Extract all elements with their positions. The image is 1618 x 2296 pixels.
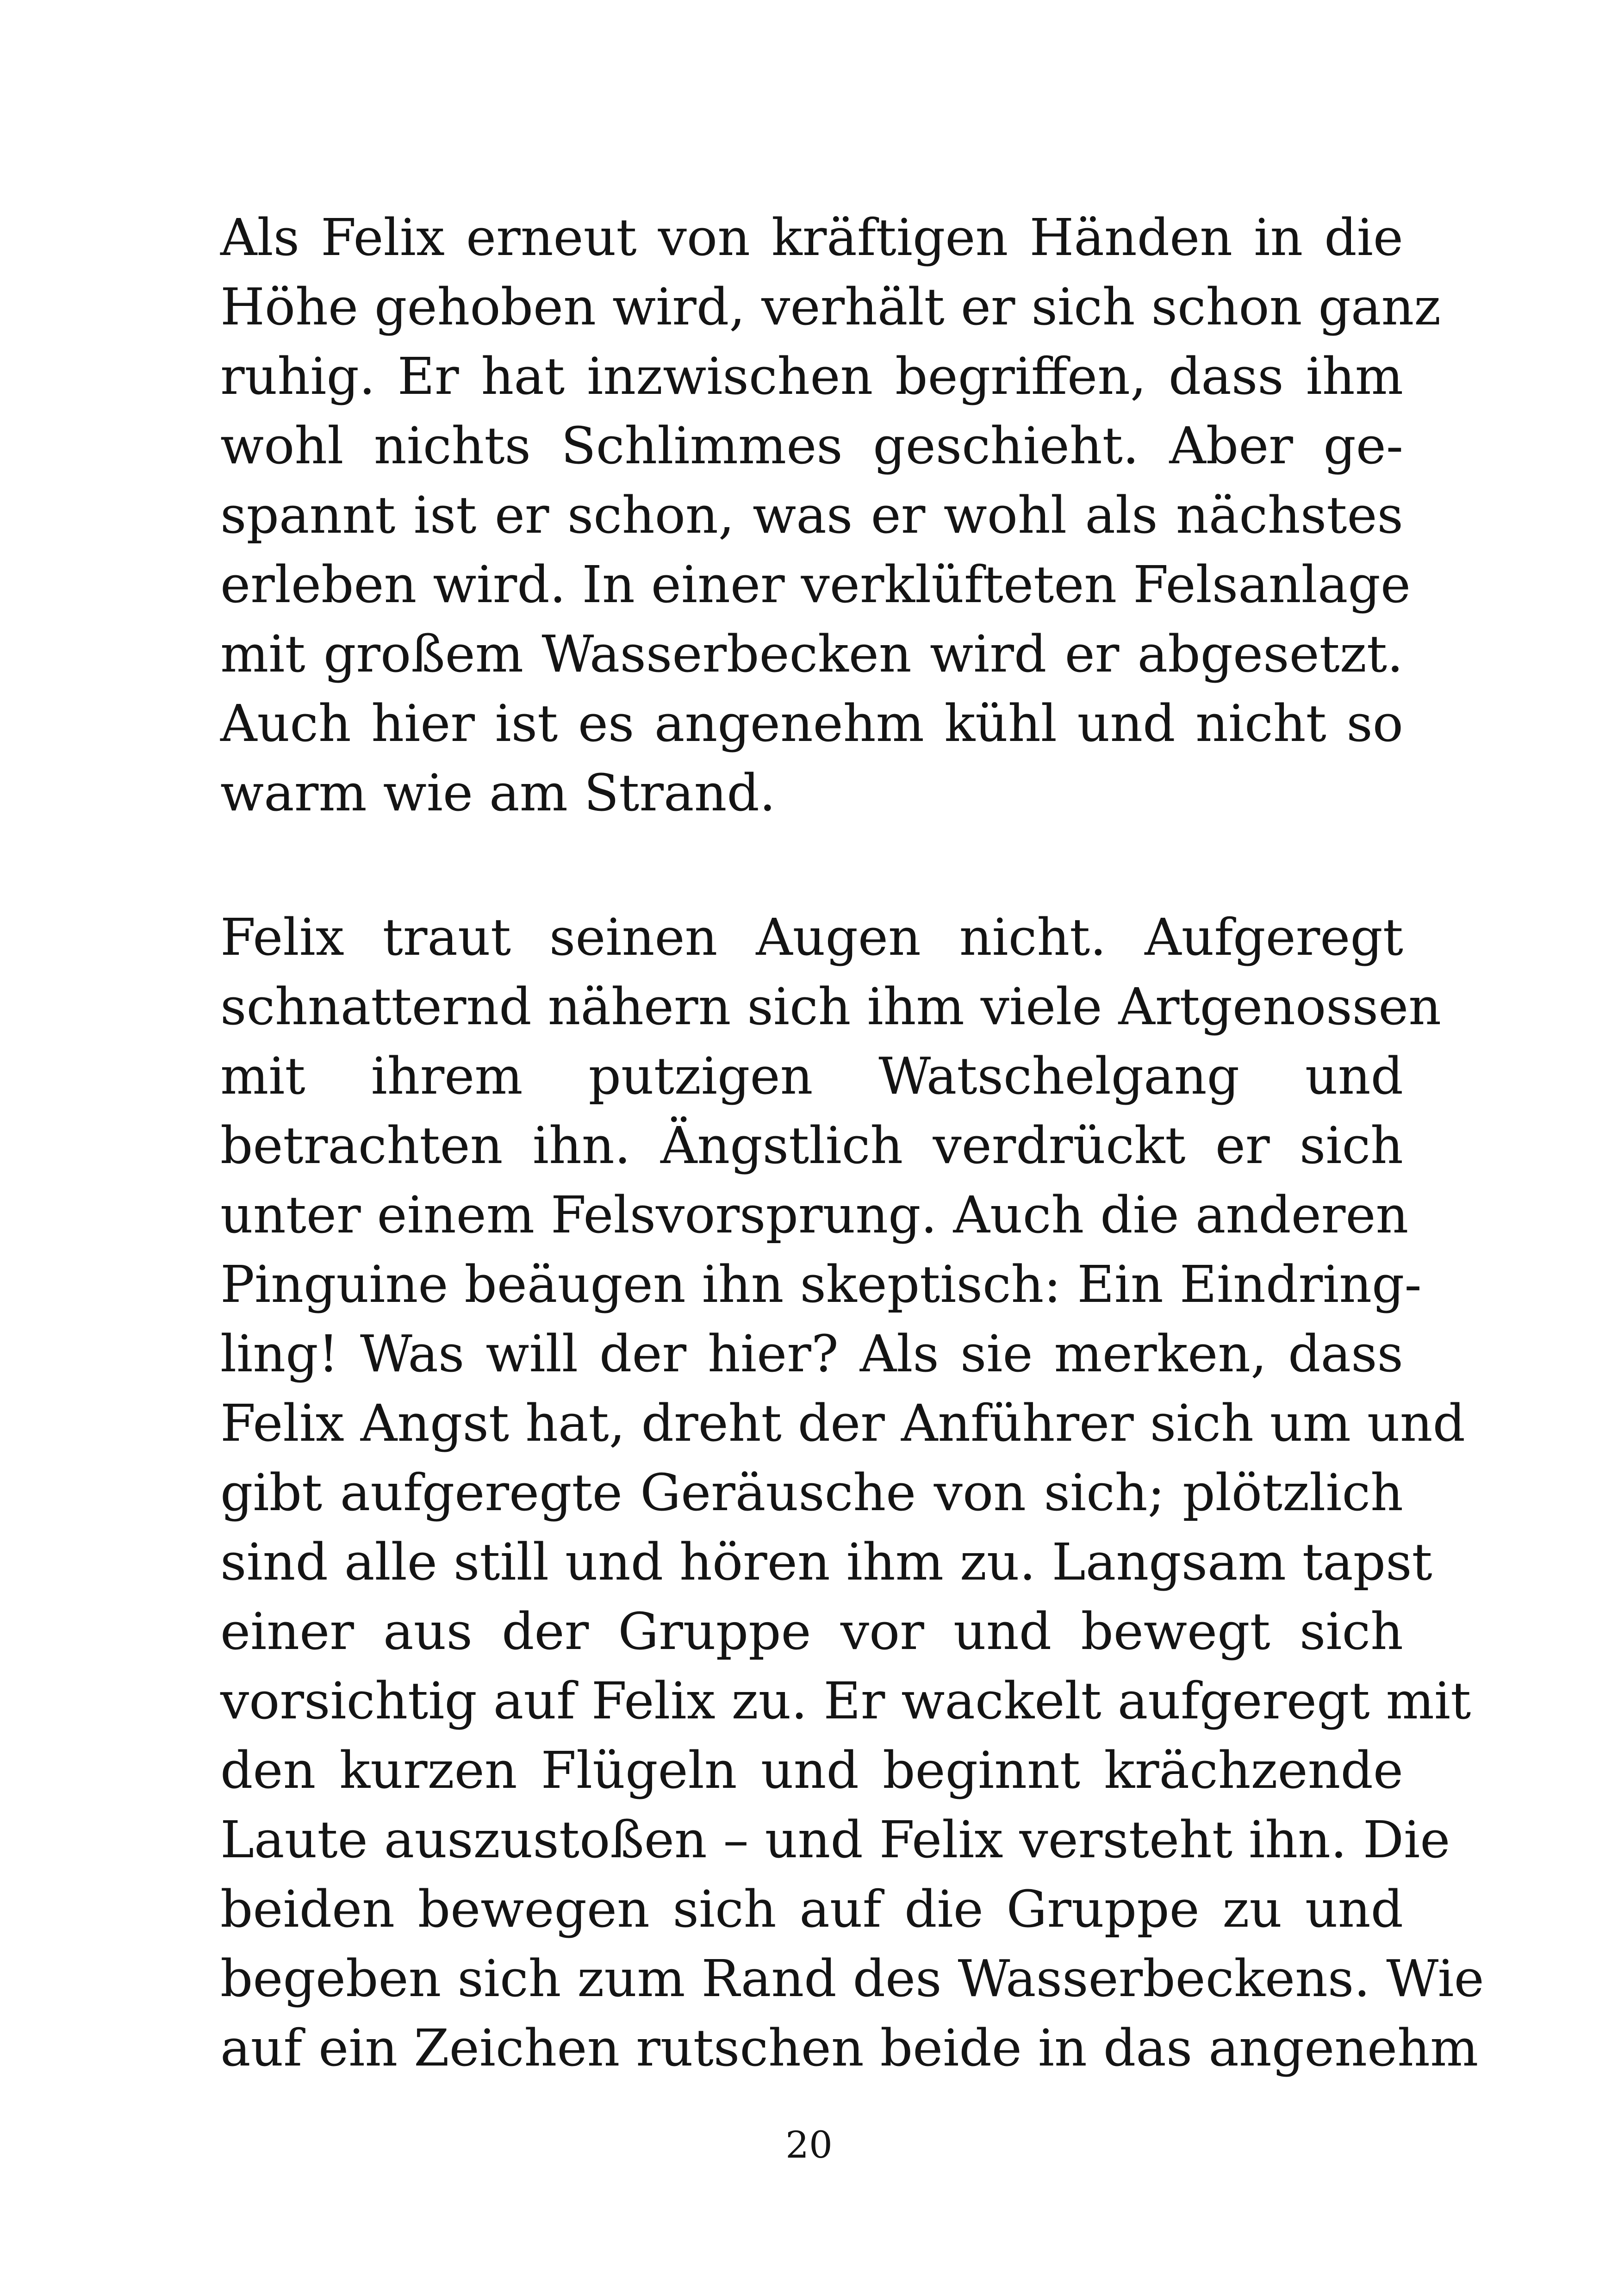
page-number: 20 [785,2123,833,2166]
text-line: mit großem Wasserbecken wird er abgesetzt. [220,624,1403,684]
text-line: Höhe gehoben wird, verhält er sich schon ganz [220,277,1441,336]
text-line: warm wie am Strand. [220,763,776,822]
text-line: Felix traut seinen Augen nicht. Aufgeregt [220,908,1403,967]
text-line: schnatternd nähern sich ihm viele Artgenossen [220,977,1442,1036]
text-line: den kurzen Flügeln und beginnt krächzende [220,1741,1403,1800]
text-line: vorsichtig auf Felix zu. Er wackelt aufgeregt mit [220,1671,1471,1730]
text-line: gibt aufgeregte Geräusche von sich; plötzlich [220,1463,1403,1522]
text-line: Felix Angst hat, dreht der Anführer sich um und [220,1394,1466,1453]
text-line: auf ein Zeichen rutschen beide in das angenehm [220,2018,1479,2078]
text-line: Pinguine beäugen ihn skeptisch: Ein Eindring- [220,1255,1422,1314]
paragraph-1 [220,203,1441,828]
text-line: begeben sich zum Rand des Wasserbeckens. Wie [220,1949,1484,2008]
text-line: Laute auszustoßen – und Felix versteht ihn. Die [220,1810,1450,1869]
text-line: Als Felix erneut von kräftigen Händen in die [220,208,1403,267]
text-line: wohl nichts Schlimmes geschieht. Aber ge- [220,416,1403,475]
text-line: mit ihrem putzigen Watschelgang und [220,1046,1403,1106]
text-line: einer aus der Gruppe vor und bewegt sich [220,1602,1403,1661]
text-line: unter einem Felsvorsprung. Auch die anderen [220,1185,1409,1244]
text-line: Auch hier ist es angenehm kühl und nicht so [220,694,1403,753]
text-line: ruhig. Er hat inzwischen begriffen, dass ihm [220,347,1403,406]
text-line: betrachten ihn. Ängstlich verdrückt er sich [220,1116,1403,1175]
text-line: beiden bewegen sich auf die Gruppe zu und [220,1879,1403,1939]
text-line: erleben wird. In einer verklüfteten Felsanlage [220,555,1411,614]
text-line: sind alle still und hören ihm zu. Langsam tapst [220,1532,1432,1592]
paragraph-2 [220,902,1484,2083]
text-line: spannt ist er schon, was er wohl als nächstes [220,485,1403,545]
text-line: ling! Was will der hier? Als sie merken, dass [220,1324,1403,1383]
